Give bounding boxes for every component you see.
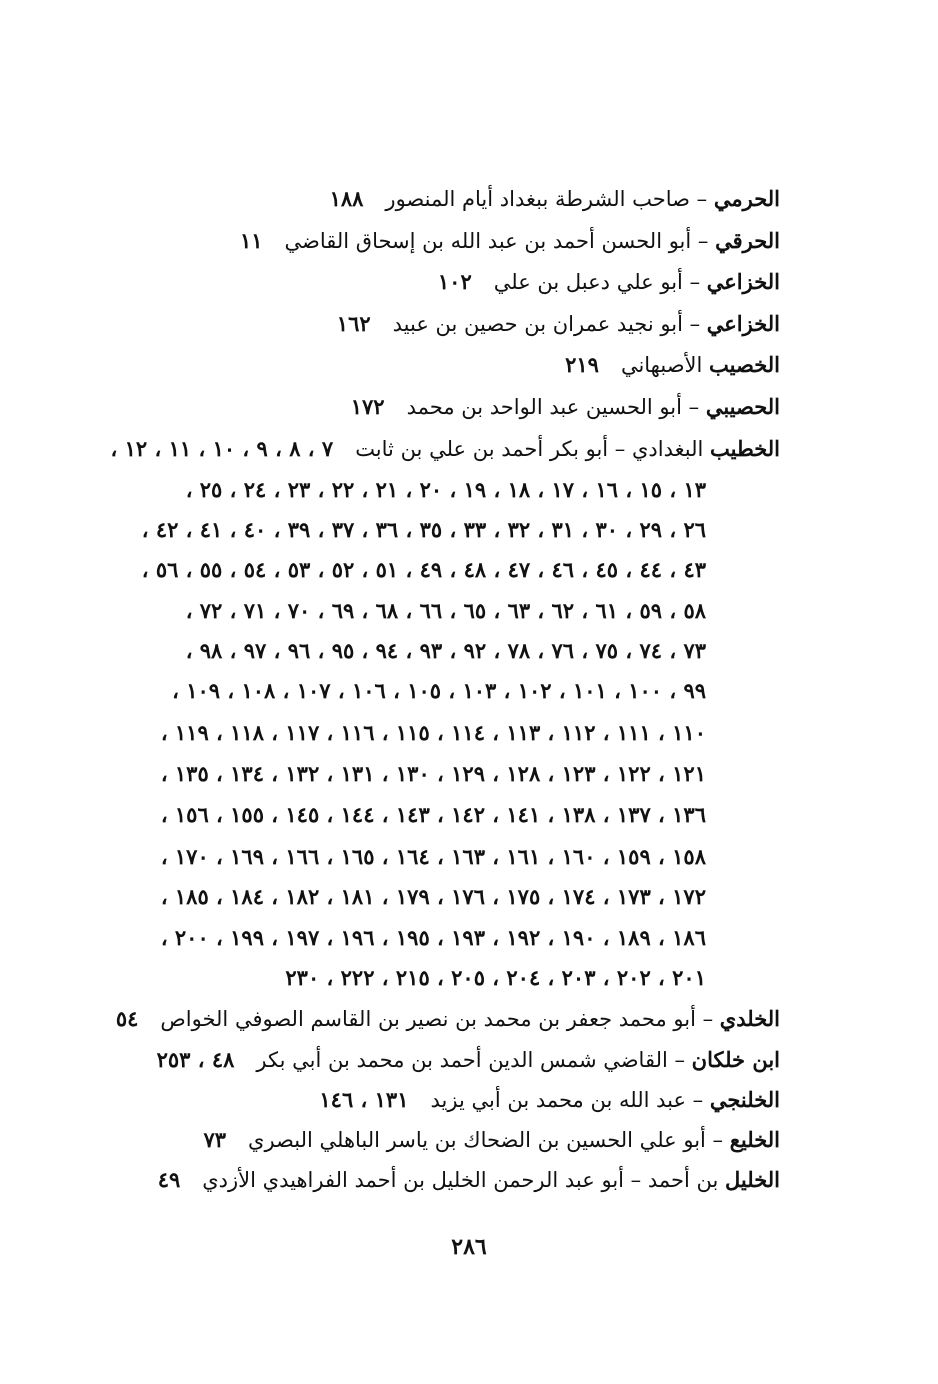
entry-description: – أبو علي الحسين بن الضحاك بن ياسر الباهلي البصري — [248, 1128, 730, 1152]
entry-name: الخزاعي — [706, 311, 780, 336]
entry-pages: ١١ — [239, 228, 263, 253]
page-list-line: ١٣٦ ، ١٣٧ ، ١٣٨ ، ١٤١ ، ١٤٢ ، ١٤٣ ، ١٤٤ ، ١٤٥ ، ١٥٥ ، ١٥٦ ، — [160, 802, 706, 827]
entry-pages: ٥٤ — [115, 1006, 139, 1031]
index-entry — [203, 1125, 780, 1155]
index-entry — [337, 309, 780, 339]
entry-name: الحصيبي — [705, 394, 780, 419]
page-list-line: ٤٣ ، ٤٤ ، ٤٥ ، ٤٦ ، ٤٧ ، ٤٨ ، ٤٩ ، ٥١ ، ٥٢ ، ٥٣ ، ٥٤ ، ٥٥ ، ٥٦ ، — [141, 557, 706, 582]
index-entry — [330, 184, 780, 214]
entry-name: الخليل — [725, 1167, 780, 1192]
page-list-line: ١٣ ، ١٥ ، ١٦ ، ١٧ ، ١٨ ، ١٩ ، ٢٠ ، ٢١ ، ٢٢ ، ٢٣ ، ٢٤ ، ٢٥ ، — [185, 477, 706, 502]
index-entry — [319, 1085, 780, 1115]
page-list-line: ٧٣ ، ٧٤ ، ٧٥ ، ٧٦ ، ٧٨ ، ٩٢ ، ٩٣ ، ٩٤ ، ٩٥ ، ٩٦ ، ٩٧ ، ٩٨ ، — [185, 638, 706, 663]
entry-description: – صاحب الشرطة ببغداد أيام المنصور — [385, 187, 714, 211]
entry-description: – أبو الحسن أحمد بن عبد الله بن إسحاق القاضي — [284, 229, 716, 253]
entry-pages: ١٧٢ — [350, 394, 385, 419]
page-list-line: ٥٨ ، ٥٩ ، ٦١ ، ٦٢ ، ٦٣ ، ٦٥ ، ٦٦ ، ٦٨ ، ٦٩ ، ٧٠ ، ٧١ ، ٧٢ ، — [185, 598, 706, 623]
entry-description: بن أحمد – أبو عبد الرحمن الخليل بن أحمد الفراهيدي الأزدي — [202, 1168, 726, 1192]
index-entry — [438, 267, 780, 297]
page-list-line: ٢٦ ، ٢٩ ، ٣٠ ، ٣١ ، ٣٢ ، ٣٣ ، ٣٥ ، ٣٦ ، ٣٧ ، ٣٩ ، ٤٠ ، ٤١ ، ٤٢ ، — [141, 517, 706, 542]
entry-description: البغدادي – أبو بكر أحمد بن علي بن ثابت — [355, 437, 711, 461]
entry-pages: ٤٩ — [157, 1167, 181, 1192]
entry-description: – أبو علي دعبل بن علي — [493, 270, 707, 294]
entry-description: – أبو محمد جعفر بن محمد بن نصير بن القاسم الصوفي الخواص — [160, 1007, 720, 1031]
index-entry — [157, 1045, 780, 1075]
page-list-line: ١٨٦ ، ١٨٩ ، ١٩٠ ، ١٩٢ ، ١٩٣ ، ١٩٥ ، ١٩٦ ، ١٩٧ ، ١٩٩ ، ٢٠٠ ، — [160, 925, 706, 950]
index-entry — [240, 226, 780, 256]
entry-pages: ٤٨ ، ٢٥٣ — [156, 1047, 235, 1072]
entry-name: الخطيب — [710, 436, 780, 461]
entry-name: الحرقي — [715, 228, 780, 253]
entry-name: الخليع — [729, 1127, 780, 1152]
entry-pages: ١٣١ ، ١٤٦ — [319, 1087, 409, 1112]
index-entry — [158, 1165, 780, 1195]
entry-pages: ٢١٩ — [565, 352, 599, 377]
index-entry — [111, 434, 780, 464]
entry-name: ابن خلكان — [691, 1047, 780, 1072]
entry-name: الخلدي — [719, 1006, 780, 1031]
entry-pages: ١٨٨ — [329, 186, 364, 211]
page-list-line: ١٥٨ ، ١٥٩ ، ١٦٠ ، ١٦١ ، ١٦٣ ، ١٦٤ ، ١٦٥ ، ١٦٦ ، ١٦٩ ، ١٧٠ ، — [160, 844, 706, 869]
entry-name: الخلنجي — [709, 1087, 780, 1112]
index-entry — [565, 350, 780, 380]
page-list-line: ١٧٢ ، ١٧٣ ، ١٧٤ ، ١٧٥ ، ١٧٦ ، ١٧٩ ، ١٨١ ، ١٨٢ ، ١٨٤ ، ١٨٥ ، — [160, 884, 706, 909]
entry-pages: ١٦٢ — [336, 311, 371, 336]
entry-name: الخصيب — [709, 352, 780, 377]
entry-description: – القاضي شمس الدين أحمد بن محمد بن أبي بكر — [256, 1048, 692, 1072]
index-entry — [116, 1004, 780, 1034]
entry-name: الحرمي — [713, 186, 780, 211]
entry-pages: ١٠٢ — [437, 269, 472, 294]
page-list-line: ١٢١ ، ١٢٢ ، ١٢٣ ، ١٢٨ ، ١٢٩ ، ١٣٠ ، ١٣١ ، ١٣٢ ، ١٣٤ ، ١٣٥ ، — [160, 761, 706, 786]
entry-description: الأصبهاني — [620, 353, 710, 377]
entry-description: – أبو نجيد عمران بن حصين بن عبيد — [392, 312, 707, 336]
page-number: ٢٨٦ — [451, 1234, 487, 1260]
page-list-line: ٩٩ ، ١٠٠ ، ١٠١ ، ١٠٢ ، ١٠٣ ، ١٠٥ ، ١٠٦ ، ١٠٧ ، ١٠٨ ، ١٠٩ ، — [172, 678, 706, 703]
entry-description: – عبد الله بن محمد بن أبي يزيد — [430, 1088, 710, 1112]
entry-description: – أبو الحسين عبد الواحد بن محمد — [406, 395, 706, 419]
entry-pages: ٧ ، ٨ ، ٩ ، ١٠ ، ١١ ، ١٢ ، — [110, 436, 334, 461]
page-list-line: ٢٠١ ، ٢٠٢ ، ٢٠٣ ، ٢٠٤ ، ٢٠٥ ، ٢١٥ ، ٢٢٢ ، ٢٣٠ — [285, 965, 706, 990]
page-list-line: ١١٠ ، ١١١ ، ١١٢ ، ١١٣ ، ١١٤ ، ١١٥ ، ١١٦ ، ١١٧ ، ١١٨ ، ١١٩ ، — [160, 720, 706, 745]
entry-name: الخزاعي — [706, 269, 780, 294]
entry-pages: ٧٣ — [203, 1127, 227, 1152]
index-entry — [351, 392, 780, 422]
